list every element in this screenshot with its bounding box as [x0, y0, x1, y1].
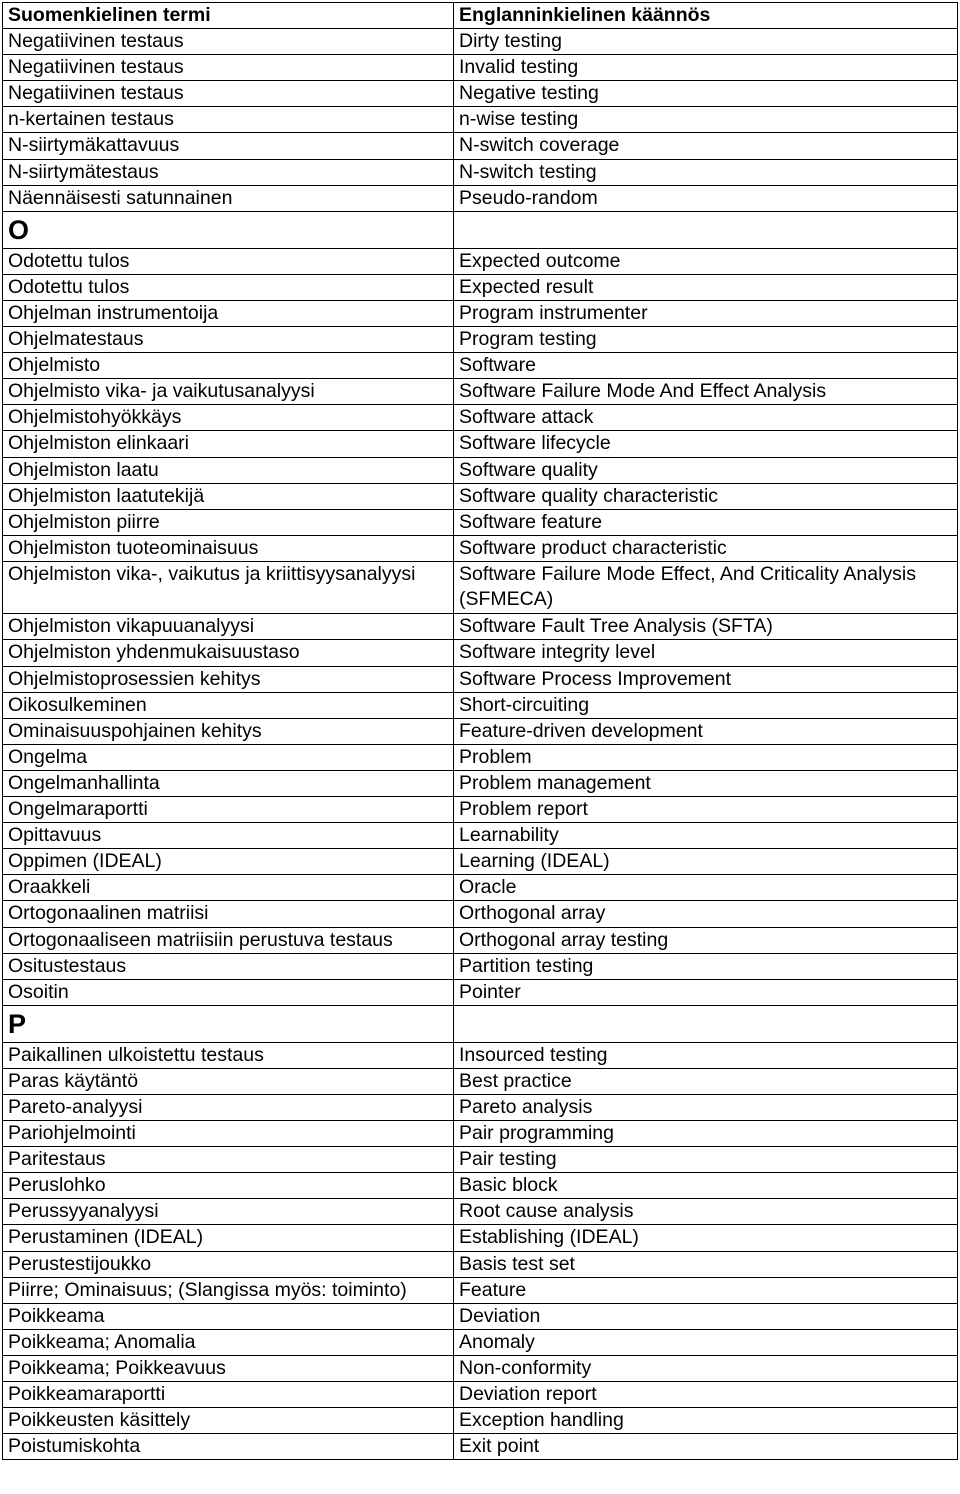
table-row	[3, 107, 958, 133]
glossary-table	[2, 2, 958, 1460]
finnish-term-cell: Ohjelmiston vika-, vaikutus ja kriittisyysanalyysi	[3, 561, 454, 614]
finnish-term-cell: Ohjelman instrumentoija	[3, 300, 454, 326]
table-row	[3, 327, 958, 353]
english-translation-cell: Software attack	[454, 405, 958, 431]
finnish-term-cell: Ortogonaalinen matriisi	[3, 901, 454, 927]
english-translation-cell: Problem report	[454, 797, 958, 823]
finnish-term-cell: Ominaisuuspohjainen kehitys	[3, 718, 454, 744]
english-translation-cell: Software	[454, 353, 958, 379]
finnish-term-cell: Oppimen (IDEAL)	[3, 849, 454, 875]
english-translation-cell: Software feature	[454, 509, 958, 535]
table-row	[3, 457, 958, 483]
table-row	[3, 1147, 958, 1173]
finnish-term-cell: Perustestijoukko	[3, 1251, 454, 1277]
table-row	[3, 875, 958, 901]
finnish-term-cell: Osoitin	[3, 979, 454, 1005]
table-row	[3, 744, 958, 770]
english-translation-cell: Anomaly	[454, 1329, 958, 1355]
table-row	[3, 718, 958, 744]
header-english-translation: Englanninkielinen käännös	[454, 3, 958, 29]
english-translation-cell: Root cause analysis	[454, 1199, 958, 1225]
english-translation-cell: Dirty testing	[454, 29, 958, 55]
finnish-term-cell: Ohjelmatestaus	[3, 327, 454, 353]
table-row	[3, 274, 958, 300]
table-row	[3, 509, 958, 535]
finnish-term-cell: Ohjelmistohyökkäys	[3, 405, 454, 431]
table-row	[3, 1094, 958, 1120]
table-row	[3, 1329, 958, 1355]
english-translation-cell: Partition testing	[454, 953, 958, 979]
english-translation-cell: Best practice	[454, 1068, 958, 1094]
table-row	[3, 1382, 958, 1408]
table-row	[3, 849, 958, 875]
table-row	[3, 133, 958, 159]
table-row	[3, 901, 958, 927]
english-translation-cell: Establishing (IDEAL)	[454, 1225, 958, 1251]
english-translation-cell: Program testing	[454, 327, 958, 353]
section-row	[3, 1005, 958, 1042]
table-row	[3, 1042, 958, 1068]
finnish-term-cell: Oraakkeli	[3, 875, 454, 901]
english-translation-cell: Problem	[454, 744, 958, 770]
english-translation-cell: Software product characteristic	[454, 535, 958, 561]
finnish-term-cell: Paras käytäntö	[3, 1068, 454, 1094]
finnish-term-cell: Negatiivinen testaus	[3, 81, 454, 107]
english-translation-cell: Expected result	[454, 274, 958, 300]
table-row	[3, 379, 958, 405]
english-translation-cell: Oracle	[454, 875, 958, 901]
table-row	[3, 248, 958, 274]
section-empty-cell	[454, 1005, 958, 1042]
finnish-term-cell: Oikosulkeminen	[3, 692, 454, 718]
finnish-term-cell: Paritestaus	[3, 1147, 454, 1173]
table-row	[3, 1068, 958, 1094]
table-row	[3, 797, 958, 823]
finnish-term-cell: Odotettu tulos	[3, 248, 454, 274]
finnish-term-cell: Poikkeama	[3, 1303, 454, 1329]
english-translation-cell: Feature-driven development	[454, 718, 958, 744]
table-row	[3, 1355, 958, 1381]
english-translation-cell: Program instrumenter	[454, 300, 958, 326]
english-translation-cell: n-wise testing	[454, 107, 958, 133]
finnish-term-cell: Poistumiskohta	[3, 1434, 454, 1460]
finnish-term-cell: Perussyyanalyysi	[3, 1199, 454, 1225]
english-translation-cell: Exit point	[454, 1434, 958, 1460]
table-row	[3, 953, 958, 979]
finnish-term-cell: Poikkeamaraportti	[3, 1382, 454, 1408]
finnish-term-cell: Poikkeama; Anomalia	[3, 1329, 454, 1355]
english-translation-cell: Software Failure Mode And Effect Analysis	[454, 379, 958, 405]
finnish-term-cell: Ohjelmiston laatu	[3, 457, 454, 483]
table-row	[3, 692, 958, 718]
table-row	[3, 159, 958, 185]
english-translation-cell: Deviation	[454, 1303, 958, 1329]
table-row	[3, 927, 958, 953]
finnish-term-cell: Poikkeama; Poikkeavuus	[3, 1355, 454, 1381]
english-translation-cell: Learning (IDEAL)	[454, 849, 958, 875]
finnish-term-cell: Ongelmanhallinta	[3, 770, 454, 796]
english-translation-cell: Software quality	[454, 457, 958, 483]
table-row	[3, 185, 958, 211]
english-translation-cell: Feature	[454, 1277, 958, 1303]
table-row	[3, 1225, 958, 1251]
finnish-term-cell: Opittavuus	[3, 823, 454, 849]
header-row	[3, 3, 958, 29]
finnish-term-cell: Ohjelmiston tuoteominaisuus	[3, 535, 454, 561]
english-translation-cell: Exception handling	[454, 1408, 958, 1434]
english-translation-cell: Orthogonal array testing	[454, 927, 958, 953]
section-row	[3, 211, 958, 248]
table-row	[3, 614, 958, 640]
finnish-term-cell: Ortogonaaliseen matriisiin perustuva testaus	[3, 927, 454, 953]
table-row	[3, 979, 958, 1005]
table-row	[3, 1277, 958, 1303]
finnish-term-cell: Negatiivinen testaus	[3, 29, 454, 55]
english-translation-cell: Negative testing	[454, 81, 958, 107]
finnish-term-cell: Peruslohko	[3, 1173, 454, 1199]
table-row	[3, 81, 958, 107]
table-row	[3, 1408, 958, 1434]
english-translation-cell: Problem management	[454, 770, 958, 796]
table-row	[3, 561, 958, 614]
english-translation-cell: Software quality characteristic	[454, 483, 958, 509]
finnish-term-cell: Negatiivinen testaus	[3, 55, 454, 81]
table-row	[3, 55, 958, 81]
finnish-term-cell: Ohjelmisto vika- ja vaikutusanalyysi	[3, 379, 454, 405]
finnish-term-cell: Näennäisesti satunnainen	[3, 185, 454, 211]
english-translation-cell: Non-conformity	[454, 1355, 958, 1381]
english-translation-cell: Software Fault Tree Analysis (SFTA)	[454, 614, 958, 640]
table-row	[3, 535, 958, 561]
table-row	[3, 1434, 958, 1460]
english-translation-cell: Short-circuiting	[454, 692, 958, 718]
finnish-term-cell: Ohjelmiston elinkaari	[3, 431, 454, 457]
finnish-term-cell: Pareto-analyysi	[3, 1094, 454, 1120]
table-row	[3, 431, 958, 457]
english-translation-cell: Software integrity level	[454, 640, 958, 666]
table-row	[3, 405, 958, 431]
finnish-term-cell: Odotettu tulos	[3, 274, 454, 300]
english-translation-cell: Deviation report	[454, 1382, 958, 1408]
finnish-term-cell: Ongelma	[3, 744, 454, 770]
glossary-body	[3, 29, 958, 1460]
table-row	[3, 640, 958, 666]
english-translation-cell: Pseudo-random	[454, 185, 958, 211]
english-translation-cell: Pair testing	[454, 1147, 958, 1173]
section-empty-cell	[454, 211, 958, 248]
finnish-term-cell: Piirre; Ominaisuus; (Slangissa myös: toiminto)	[3, 1277, 454, 1303]
english-translation-cell: Software Failure Mode Effect, And Criticality Analysis (SFMECA)	[454, 561, 958, 614]
finnish-term-cell: Ositustestaus	[3, 953, 454, 979]
finnish-term-cell: Poikkeusten käsittely	[3, 1408, 454, 1434]
table-row	[3, 1251, 958, 1277]
finnish-term-cell: Ohjelmiston piirre	[3, 509, 454, 535]
table-row	[3, 29, 958, 55]
finnish-term-cell: n-kertainen testaus	[3, 107, 454, 133]
section-letter: P	[3, 1005, 454, 1042]
english-translation-cell: N-switch testing	[454, 159, 958, 185]
finnish-term-cell: Ohjelmistoprosessien kehitys	[3, 666, 454, 692]
english-translation-cell: Software Process Improvement	[454, 666, 958, 692]
finnish-term-cell: Ohjelmiston vikapuuanalyysi	[3, 614, 454, 640]
english-translation-cell: Pareto analysis	[454, 1094, 958, 1120]
table-row	[3, 300, 958, 326]
finnish-term-cell: N-siirtymätestaus	[3, 159, 454, 185]
finnish-term-cell: Ohjelmiston yhdenmukaisuustaso	[3, 640, 454, 666]
table-row	[3, 1173, 958, 1199]
table-row	[3, 1303, 958, 1329]
english-translation-cell: Software lifecycle	[454, 431, 958, 457]
finnish-term-cell: N-siirtymäkattavuus	[3, 133, 454, 159]
english-translation-cell: N-switch coverage	[454, 133, 958, 159]
finnish-term-cell: Paikallinen ulkoistettu testaus	[3, 1042, 454, 1068]
section-letter: O	[3, 211, 454, 248]
table-row	[3, 1121, 958, 1147]
finnish-term-cell: Ongelmaraportti	[3, 797, 454, 823]
english-translation-cell: Pair programming	[454, 1121, 958, 1147]
header-finnish-term: Suomenkielinen termi	[3, 3, 454, 29]
table-row	[3, 770, 958, 796]
table-row	[3, 823, 958, 849]
table-row	[3, 353, 958, 379]
english-translation-cell: Expected outcome	[454, 248, 958, 274]
english-translation-cell: Pointer	[454, 979, 958, 1005]
finnish-term-cell: Ohjelmisto	[3, 353, 454, 379]
english-translation-cell: Invalid testing	[454, 55, 958, 81]
table-row	[3, 1199, 958, 1225]
finnish-term-cell: Ohjelmiston laatutekijä	[3, 483, 454, 509]
english-translation-cell: Insourced testing	[454, 1042, 958, 1068]
table-row	[3, 666, 958, 692]
finnish-term-cell: Pariohjelmointi	[3, 1121, 454, 1147]
english-translation-cell: Basis test set	[454, 1251, 958, 1277]
finnish-term-cell: Perustaminen (IDEAL)	[3, 1225, 454, 1251]
table-row	[3, 483, 958, 509]
english-translation-cell: Orthogonal array	[454, 901, 958, 927]
english-translation-cell: Basic block	[454, 1173, 958, 1199]
english-translation-cell: Learnability	[454, 823, 958, 849]
